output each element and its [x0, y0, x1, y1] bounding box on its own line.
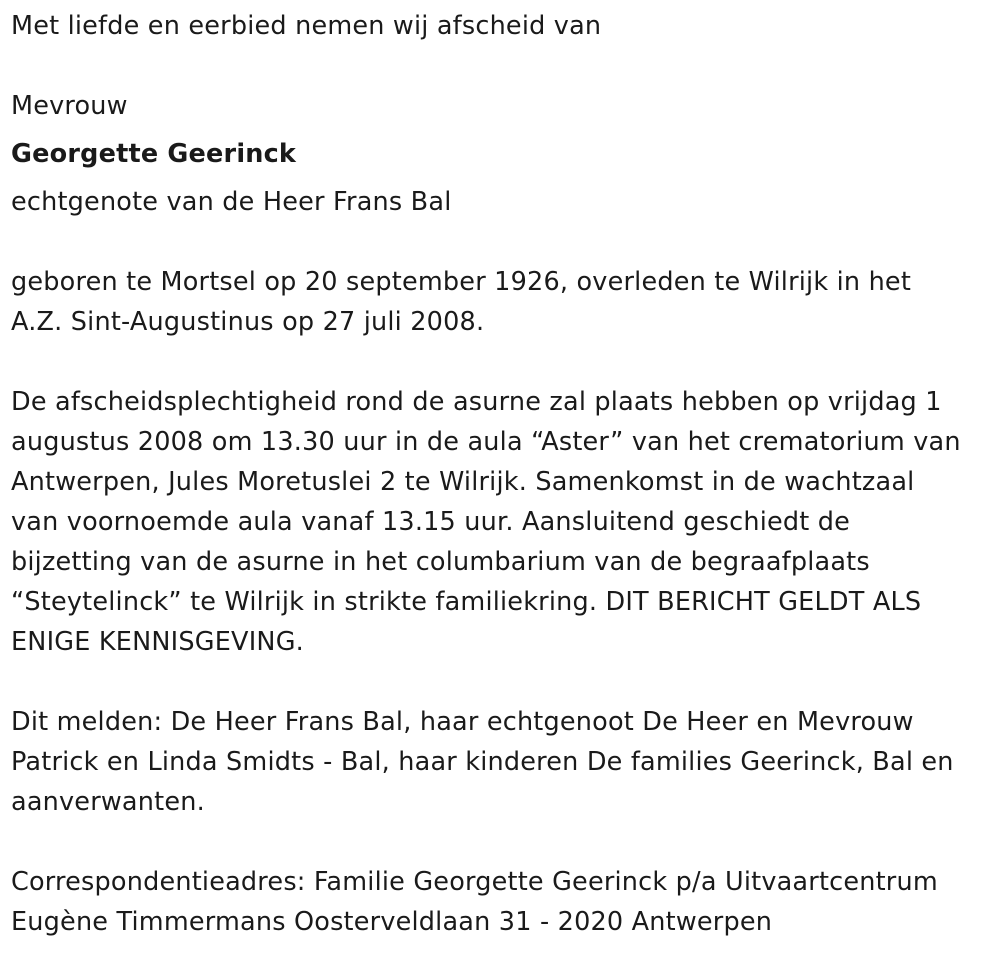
paragraph-line: A.Z. Sint-Augustinus op 27 juli 2008. — [11, 307, 485, 337]
honorific-title: Mevrouw — [11, 91, 128, 121]
paragraph-line: Antwerpen, Jules Moretuslei 2 te Wilrijk. Samenkomst in de wachtzaal — [11, 467, 915, 497]
paragraph-line: van voornoemde aula vanaf 13.15 uur. Aansluitend geschiedt de — [11, 507, 851, 537]
paragraph-line: bijzetting van de asurne in het columbarium van de begraafplaats — [11, 547, 870, 577]
correspondence-paragraph — [11, 862, 938, 942]
paragraph-line: Patrick en Linda Smidts - Bal, haar kinderen De families Geerinck, Bal en — [11, 747, 954, 777]
paragraph-line: Eugène Timmermans Oosterveldlaan 31 - 2020 Antwerpen — [11, 907, 773, 937]
paragraph-line: geboren te Mortsel op 20 september 1926, overleden te Wilrijk in het — [11, 267, 912, 297]
ceremony-paragraph — [11, 382, 961, 662]
paragraph-line: augustus 2008 om 13.30 uur in de aula “Aster” van het crematorium van — [11, 427, 961, 457]
spouse-line: echtgenote van de Heer Frans Bal — [11, 187, 452, 217]
paragraph-line: De afscheidsplechtigheid rond de asurne zal plaats hebben op vrijdag 1 — [11, 387, 942, 417]
paragraph-line: “Steytelinck” te Wilrijk in strikte familiekring. DIT BERICHT GELDT ALS — [11, 587, 922, 617]
paragraph-line: aanverwanten. — [11, 787, 205, 817]
birth-death-paragraph — [11, 262, 911, 342]
paragraph-line: ENIGE KENNISGEVING. — [11, 627, 304, 657]
deceased-name: Georgette Geerinck — [11, 139, 297, 169]
intro-text: Met liefde en eerbied nemen wij afscheid van — [11, 11, 602, 41]
announcers-paragraph — [11, 702, 954, 822]
paragraph-line: Correspondentieadres: Familie Georgette Geerinck p/a Uitvaartcentrum — [11, 867, 938, 897]
paragraph-line: Dit melden: De Heer Frans Bal, haar echtgenoot De Heer en Mevrouw — [11, 707, 914, 737]
